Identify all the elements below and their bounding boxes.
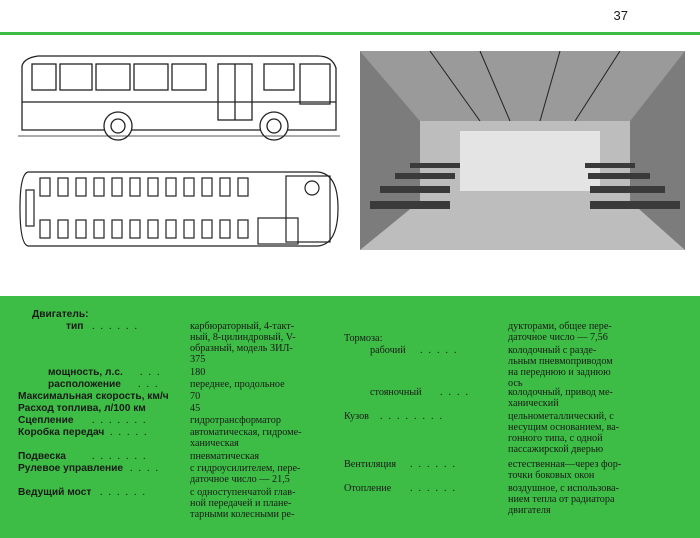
spec-label: Коробка передач: [18, 427, 105, 438]
spec-value: естественная—через фор- точки боковых окон: [508, 459, 622, 481]
spec-value: 180: [190, 367, 206, 378]
spec-label: Подвеска: [18, 451, 66, 462]
spec-value: дукторами, общее пере- даточное число — 7,56: [508, 321, 612, 343]
specifications-table: Двигатель: тип ...... карбюраторный, 4-такт- ный, 8-цилиндровый, V- образный, модель ЗИЛ- 375 мощность, л.с. ... 180 расположение ... переднее, продольное Максимальная скорость, км/ч 70 Расход топлива, л/100 км 45 Сцепление ....... гидротрансформатор Коробка передач ..... автоматическая, гидроме- ханическая Подвеска ....... пневматическая Рулевое управление .... с гидроусилителем, пере- даточное число — 21,5 Ведущий мост ...... с одноступенчатой глав- ной передачей и плане- тарными колесными ре- дукторами, общее пере- даточное число — 7,56 Тормоза: рабочий ..... колодочный с разде- льным пневмоприводом на переднюю и заднюю ось стояночный .... колодочный, привод ме- ханический Кузов ........ цельнометаллический, с несущим основанием, ва- гонного типа, с одной пассажирской дверью Вентиляция ...... естественная—через фор- точки боковых окон Отопление ...... воздушное, с использова- нием тепла от радиатора двигателя: [0, 296, 700, 538]
spec-label: Вентиляция: [344, 459, 397, 470]
spec-value: цельнометаллический, с несущим основанием, ва- гонного типа, с одной пассажирской дверью: [508, 411, 620, 455]
spec-label: мощность, л.с.: [48, 367, 123, 378]
spec-label: Ведущий мост: [18, 487, 92, 498]
spec-value: колодочный с разде- льным пневмоприводом на переднюю и заднюю ось: [508, 345, 613, 389]
page-number: 37: [613, 8, 628, 23]
header-rule: [0, 32, 700, 35]
spec-label: Отопление: [344, 483, 392, 494]
spec-value: воздушное, с использова- нием тепла от радиатора двигателя: [508, 483, 619, 516]
spec-label: стояночный: [370, 387, 422, 398]
spec-value: пневматическая: [190, 451, 260, 462]
spec-label: рабочий: [370, 345, 406, 356]
spec-label: Рулевое управление: [18, 463, 124, 474]
spec-label: Расход топлива, л/100 км: [18, 403, 146, 414]
bus-side-view-drawing: [18, 44, 340, 148]
spec-label: Двигатель:: [32, 309, 89, 320]
spec-label: Тормоза:: [344, 333, 383, 344]
spec-value: колодочный, привод ме- ханический: [508, 387, 613, 409]
spec-label: Сцепление: [18, 415, 74, 426]
spec-value: переднее, продольное: [190, 379, 285, 390]
spec-label: тип: [66, 321, 84, 332]
bus-plan-view-drawing: [18, 168, 340, 250]
bus-interior-photo: [360, 51, 685, 250]
spec-label: расположение: [48, 379, 121, 390]
spec-value: гидротрансформатор: [190, 415, 281, 426]
spec-label: Кузов: [344, 411, 369, 422]
spec-value: автоматическая, гидроме- ханическая: [190, 427, 302, 449]
spec-value: 45: [190, 403, 201, 414]
spec-value: 70: [190, 391, 201, 402]
spec-label: Максимальная скорость, км/ч: [18, 391, 169, 402]
spec-value: с гидроусилителем, пере- даточное число — 21,5: [190, 463, 301, 485]
spec-value: с одноступенчатой глав- ной передачей и плане- тарными колесными ре-: [190, 487, 296, 520]
spec-value: карбюраторный, 4-такт- ный, 8-цилиндровый, V- образный, модель ЗИЛ- 375: [190, 321, 296, 365]
